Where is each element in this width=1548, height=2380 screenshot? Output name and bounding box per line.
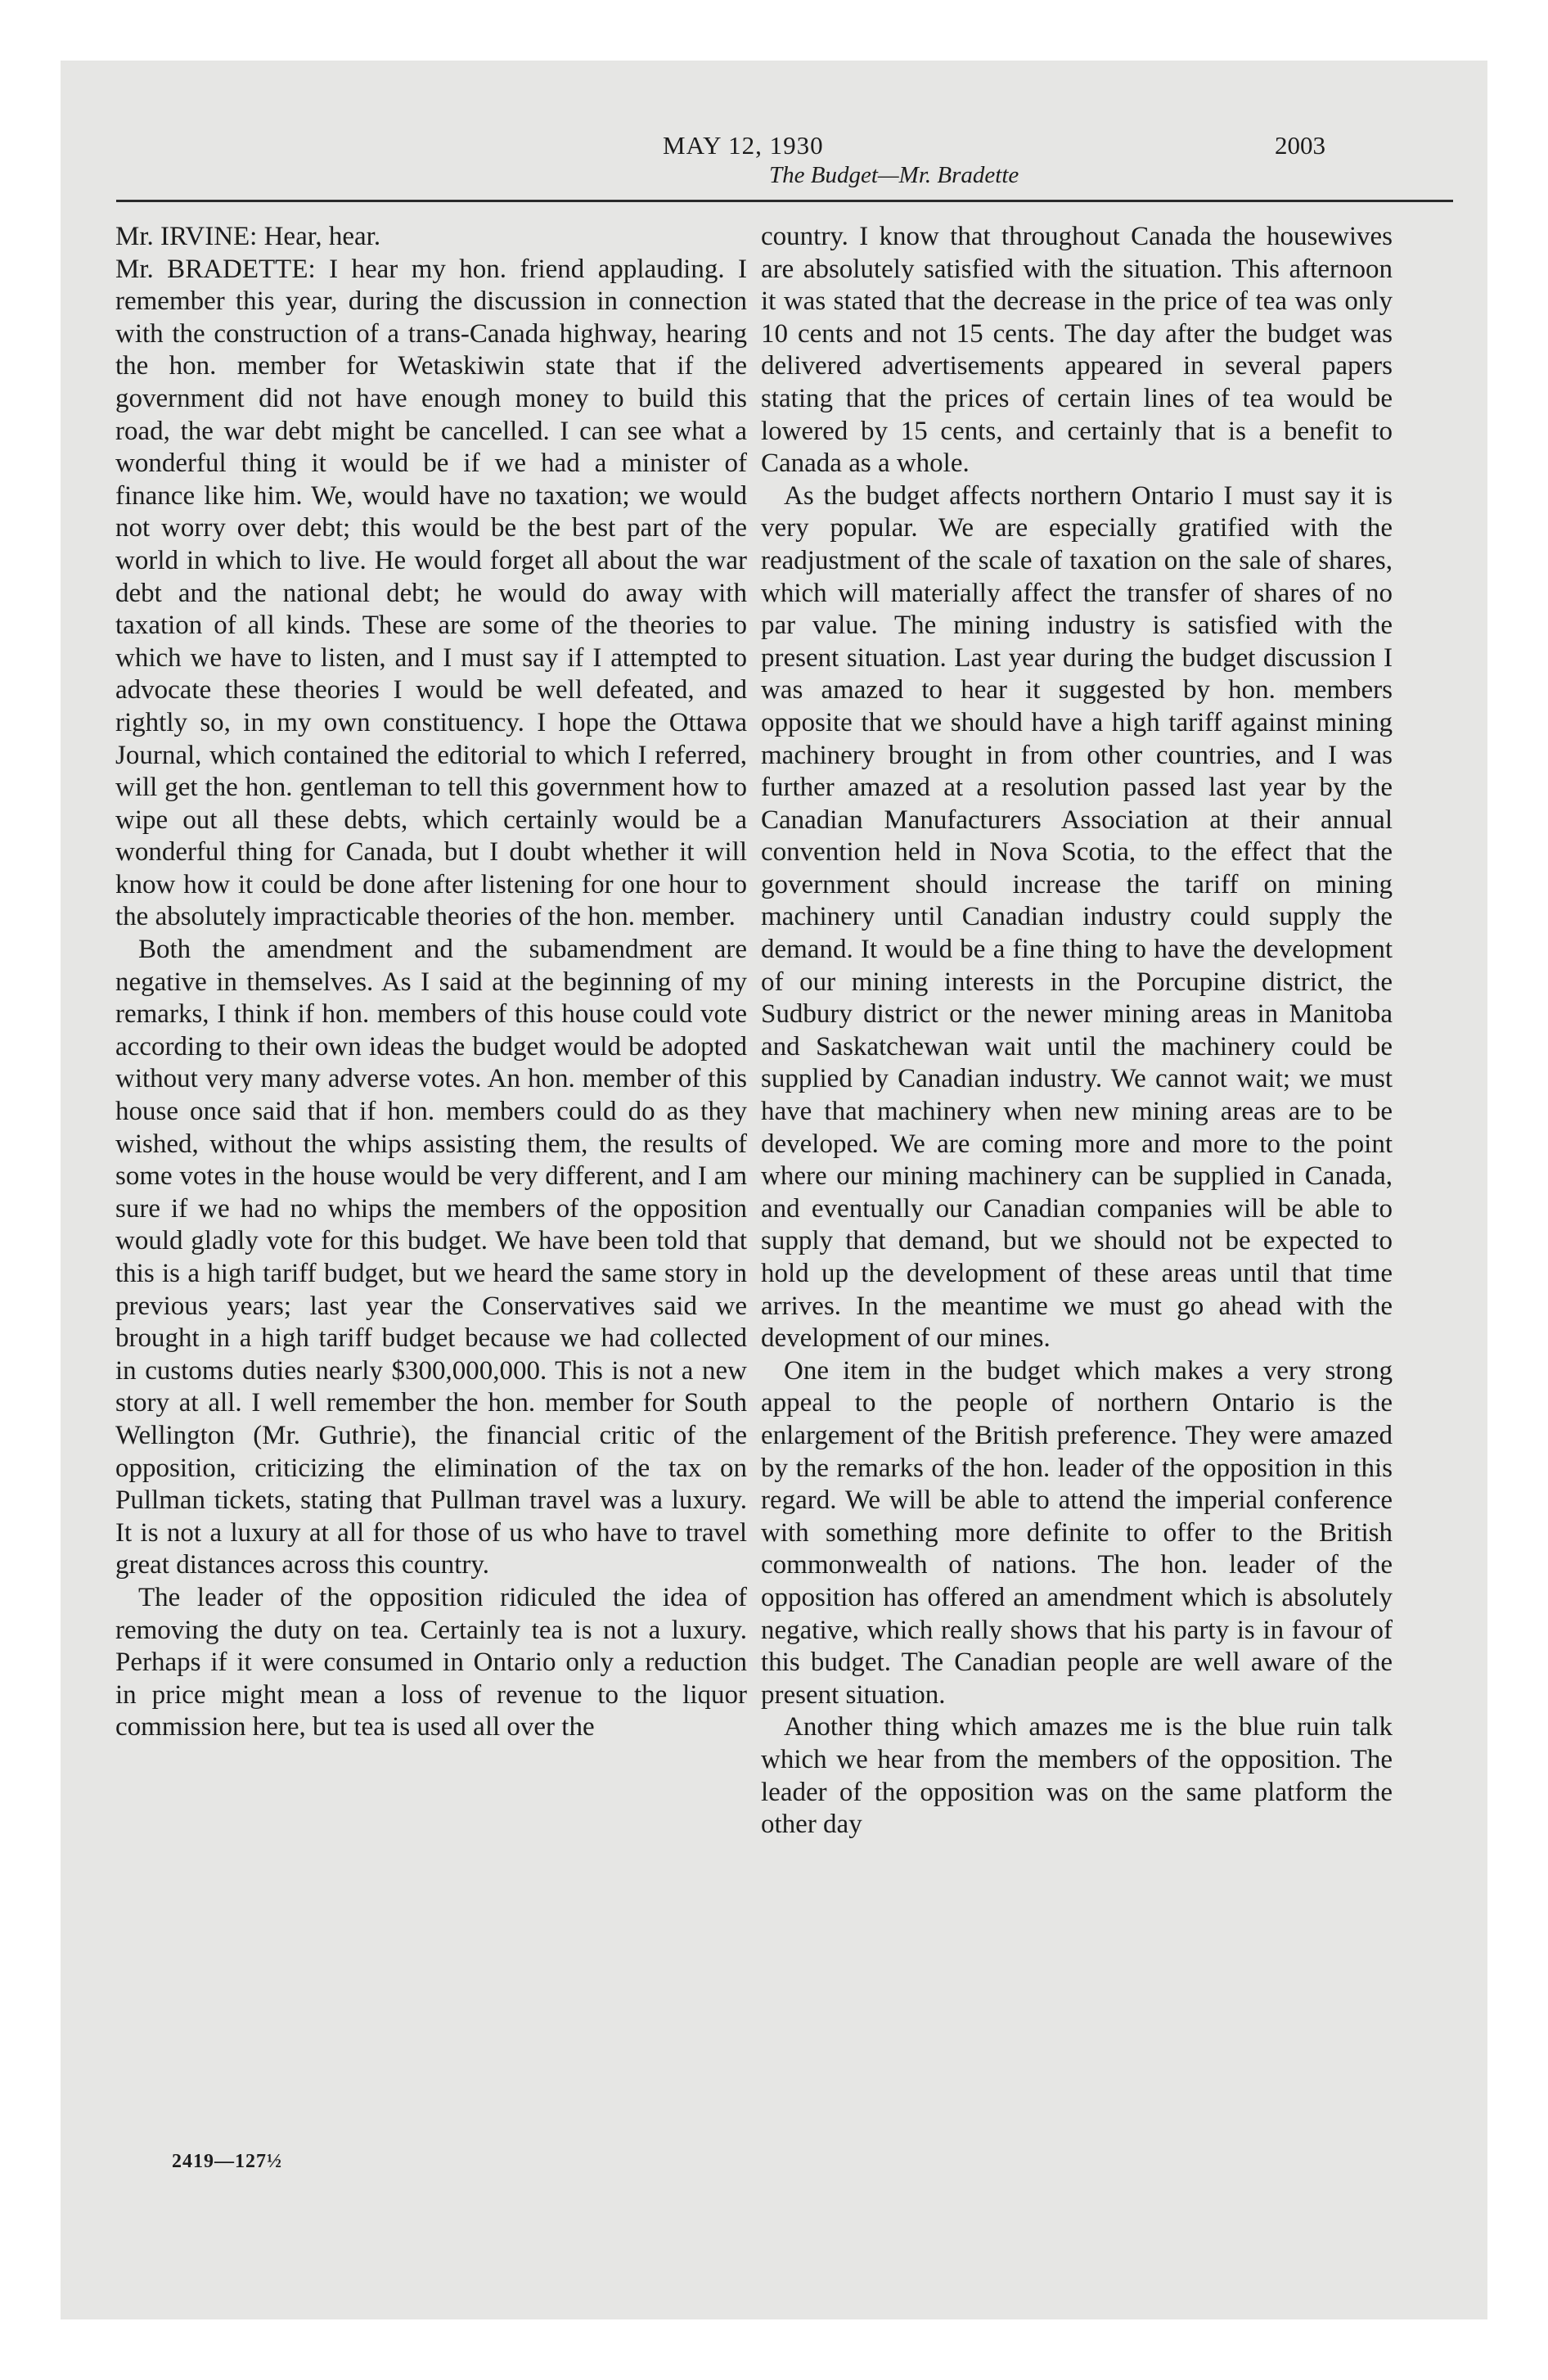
header-date: MAY 12, 1930 xyxy=(663,131,824,160)
left-column xyxy=(115,221,747,1744)
header-rule xyxy=(116,200,1453,202)
right-column xyxy=(761,221,1393,1841)
signature-mark: 2419—127½ xyxy=(172,2151,282,2172)
paragraph: Another thing which amazes me is the blue ruin talk which we hear from the members of the opposition. The leader of the opposition was on the same platform the other day xyxy=(761,1712,1393,1840)
paragraph: country. I know that throughout Canada the housewives are absolutely satisfied with the situation. This afternoon it was stated that the decrease in the price of tea was only 10 cents and not 15 cents. The day after the budget was delivered advertisements appeared in several papers stating that the prices of certain lines of tea would be lowered by 15 cents, and certainly that is a benefit to Canada as a whole. xyxy=(761,222,1393,479)
paragraph: One item in the budget which makes a very strong appeal to the people of northern Ontario is the enlargement of the British preference. They were amazed by the remarks of the hon. leader of the opposition in this regard. We will be able to attend the imperial conference with something more definite to offer to the British commonwealth of nations. The hon. leader of the opposition has offered an amendment which is absolutely negative, which really shows that his party is in favour of this budget. The Canadian people are well aware of the present situation. xyxy=(761,1355,1393,1710)
paragraph: Mr. BRADETTE: I hear my hon. friend applauding. I remember this year, during the discussion in connection with the construction of a trans-Canada highway, hearing the hon. member for Wetaskiwin state that if the government did not have enough money to build this road, the war debt might be cancelled. I can see what a wonderful thing it would be if we had a minister of finance like him. We, would have no taxation; we would not worry over debt; this would be the best part of the world in which to live. He would forget all about the war debt and the national debt; he would do away with taxation of all kinds. These are some of the theories to which we have to listen, and I must say if I attempted to advocate these theories I would be well defeated, and rightly so, in my own constituency. I hope the Ottawa Journal, which contained the editorial to which I referred, will get the hon. gentleman to tell this government how to wipe out all these debts, which certainly would be a wonderful thing for Canada, but I doubt whether it will know how it could be done after listening for one hour to the absolutely impracticable theories of the hon. member. xyxy=(115,254,747,932)
paragraph: As the budget affects northern Ontario I must say it is very popular. We are especially gratified with the readjustment of the scale of taxation on the sale of shares, which will materially affect the transfer of shares of no par value. The mining industry is satisfied with the present situation. Last year during the budget discussion I was amazed to hear it suggested by hon. members opposite that we should have a high tariff against mining machinery brought in from other countries, and I was further amazed at a resolution passed last year by the Canadian Manufacturers Association at their annual convention held in Nova Scotia, to the effect that the government should increase the tariff on mining machinery until Canadian industry could supply the demand. It would be a fine thing to have the development of our mining interests in the Porcupine district, the Sudbury district or the newer mining areas in Manitoba and Saskatchewan wait until the machinery could be supplied by Canadian industry. We cannot wait; we must have that machinery when new mining areas are to be developed. We are coming more and more to the point where our mining machinery can be supplied in Canada, and eventually our Canadian companies will be able to supply that demand, but we should not be expected to hold up the development of these areas until that time arrives. In the meantime we must go ahead with the development of our mines. xyxy=(761,480,1393,1354)
paragraph: Both the amendment and the subamendment are negative in themselves. As I said at the beginning of my remarks, I think if hon. members of this house could vote according to their own ideas the budget would be adopted without very many adverse votes. An hon. member of this house once said that if hon. members could do as they wished, without the whips assisting them, the results of some votes in the house would be very different, and I am sure if we had no whips the members of the opposition would gladly vote for this budget. We have been told that this is a high tariff budget, but we heard the same story in previous years; last year the Conservatives said we brought in a high tariff budget because we had collected in customs duties nearly $300,000,000. This is not a new story at all. I well remember the hon. member for South Wellington (Mr. Guthrie), the financial critic of the opposition, criticizing the elimination of the tax on Pullman tickets, stating that Pullman travel was a luxury. It is not a luxury at all for those of us who have to travel great distances across this country. xyxy=(115,935,747,1580)
page-number: 2003 xyxy=(1275,131,1325,160)
running-title: The Budget—Mr. Bradette xyxy=(769,162,1019,188)
paragraph: The leader of the opposition ridiculed the idea of removing the duty on tea. Certainly tea is not a luxury. Perhaps if it were consumed in Ontario only a reduction in price might mean a loss of revenue to the liquor commission here, but tea is used all over the xyxy=(115,1582,747,1742)
paragraph: Mr. IRVINE: Hear, hear. xyxy=(115,222,381,251)
